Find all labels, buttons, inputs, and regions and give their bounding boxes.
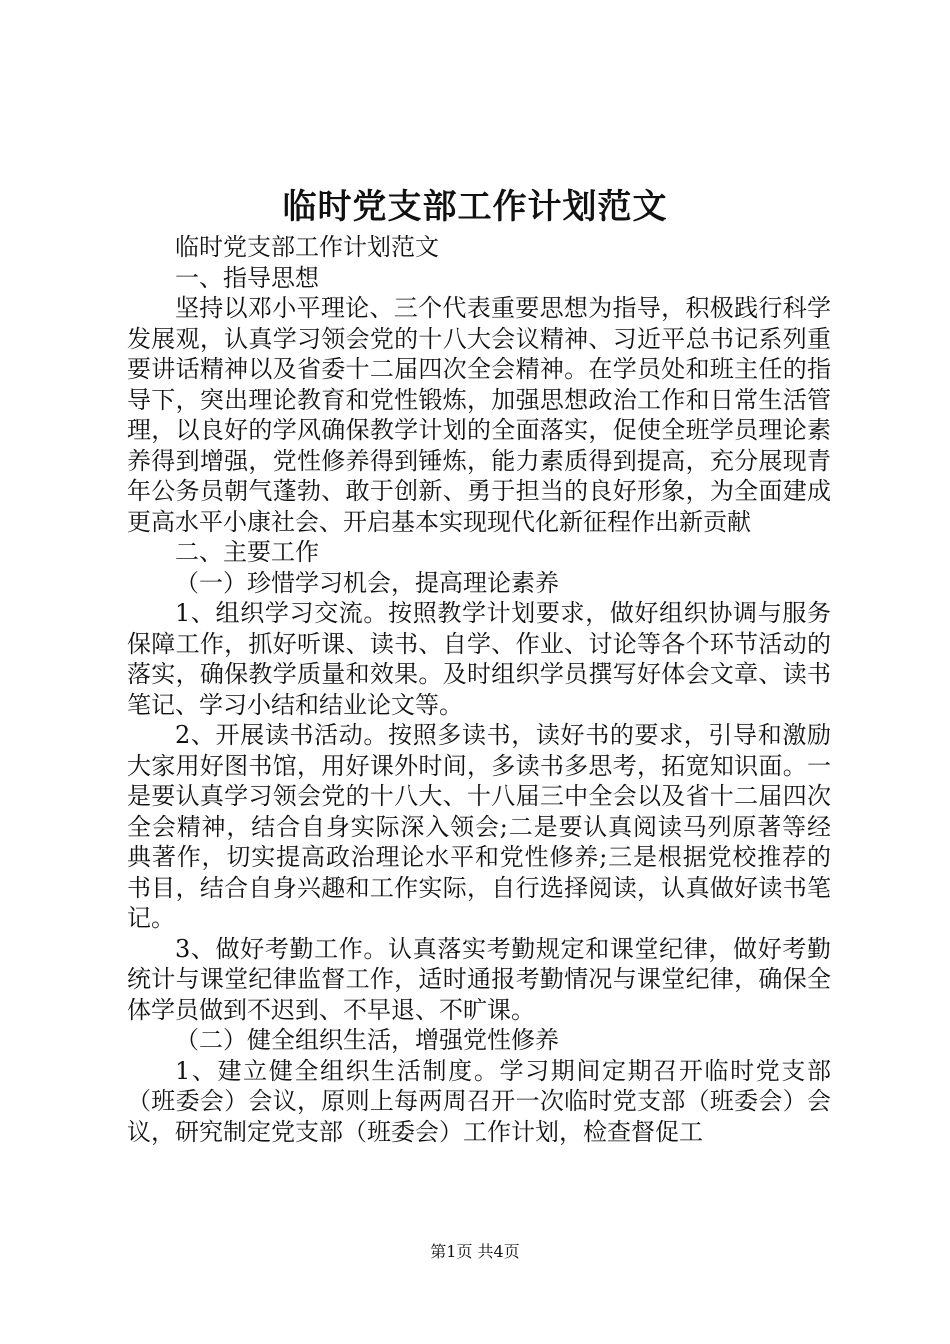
paragraph-organization-system: 1、建立健全组织生活制度。学习期间定期召开临时党支部（班委会）会议，原则上每两周召开一次临时党支部（班委会）会议，研究制定党支部（班委会）工作计划，检查督促工: [127, 1056, 831, 1146]
paragraph-guiding-thought: 坚持以邓小平理论、三个代表重要思想为指导，积极践行科学发展观，认真学习领会党的十八大会议精神、习近平总书记系列重要讲话精神以及省委十二届四次全会精神。在学员处和班主任的指导下，突出理论教育和党性锻炼，加强思想政治工作和日常生活管理，以良好的学风确保教学计划的全面落实，促使全班学员理论素养得到增强，党性修养得到锤炼，能力素质得到提高，充分展现青年公务员朝气蓬勃、敢于创新、勇于担当的良好形象，为全面建成更高水平小康社会、开启基本实现现代化新征程作出新贡献: [127, 294, 831, 536]
paragraph-subtitle: 临时党支部工作计划范文: [175, 233, 439, 261]
paragraph-attendance: 3、做好考勤工作。认真落实考勤规定和课堂纪律，做好考勤统计与课堂纪律监督工作，适时通报考勤情况与课堂纪律，确保全体学员做到不迟到、不早退、不旷课。: [127, 934, 831, 1024]
subheading-organization: （二）健全组织生活，增强党性修养: [175, 1026, 559, 1054]
document-body: [127, 232, 831, 1147]
subheading-study: （一）珍惜学习机会，提高理论素养: [175, 568, 559, 597]
paragraph-study-exchange: 1、组织学习交流。按照教学计划要求，做好组织协调与服务保障工作，抓好听课、读书、自学、作业、讨论等各个环节活动的落实，确保教学质量和效果。及时组织学员撰写好体会文章、读书笔记、学习小结和结业论文等。: [127, 599, 831, 719]
heading-guiding-thought: 一、指导思想: [175, 263, 319, 292]
document-title: 临时党支部工作计划范文: [282, 187, 668, 227]
heading-main-work: 二、主要工作: [175, 538, 319, 566]
page-footer: 第1页 共4页: [430, 1242, 520, 1261]
paragraph-reading-activity: 2、开展读书活动。按照多读书，读好书的要求，引导和激励大家用好图书馆，用好课外时间，多读书多思考，拓宽知识面。一是要认真学习领会党的十八大、十八届三中全会以及省十二届四次全会精神，结合自身实际深入领会;二是要认真阅读马列原著等经典著作，切实提高政治理论水平和党性修养;三是根据党校推荐的书目，结合自身兴趣和工作实际，自行选择阅读，认真做好读书笔记。: [127, 721, 831, 932]
